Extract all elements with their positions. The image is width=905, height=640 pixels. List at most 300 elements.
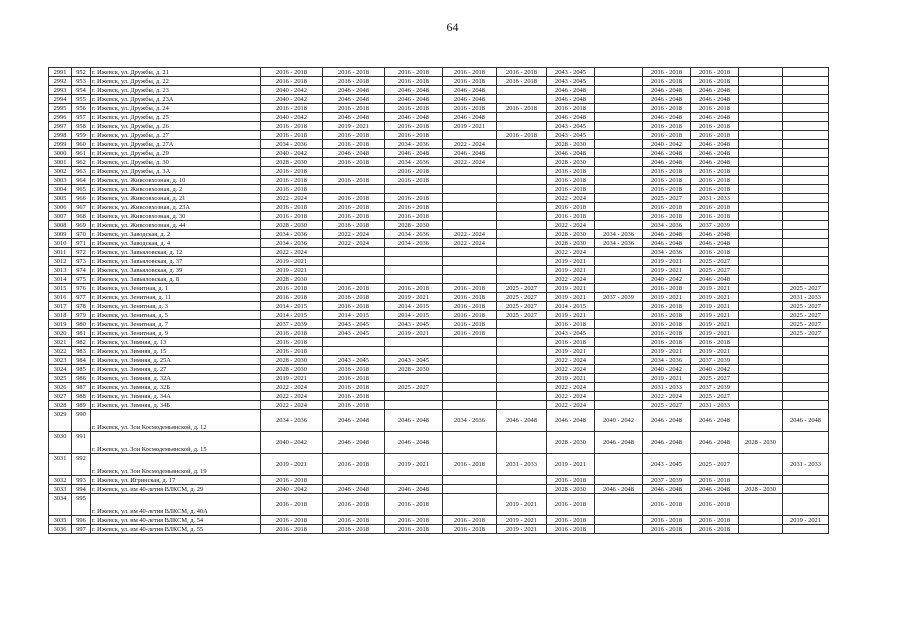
table-row bbox=[49, 320, 829, 329]
period-cell: 2046 - 2048 bbox=[547, 149, 595, 158]
address-cell: г. Ижевск, ул. Заводская, д. 4 bbox=[91, 239, 261, 248]
period-cell bbox=[739, 212, 783, 221]
period-cell: 2016 - 2018 bbox=[385, 212, 443, 221]
period-cell: 2016 - 2018 bbox=[643, 320, 691, 329]
period-cell bbox=[783, 221, 829, 230]
table-row bbox=[49, 257, 829, 266]
period-cell bbox=[497, 176, 547, 185]
period-cell: 2022 - 2024 bbox=[443, 158, 497, 167]
object-id-cell: 975 bbox=[72, 275, 91, 284]
period-cell: 2034 - 2036 bbox=[595, 239, 643, 248]
period-cell bbox=[443, 356, 497, 365]
period-cell: 2016 - 2018 bbox=[323, 104, 385, 113]
period-cell: 2016 - 2018 bbox=[547, 494, 595, 516]
period-cell bbox=[739, 374, 783, 383]
object-id-cell: 965 bbox=[72, 185, 91, 194]
table-row bbox=[49, 176, 829, 185]
period-cell: 2034 - 2036 bbox=[385, 140, 443, 149]
period-cell bbox=[595, 86, 643, 95]
period-cell: 2046 - 2048 bbox=[323, 149, 385, 158]
period-cell: 2016 - 2018 bbox=[497, 68, 547, 77]
period-cell: 2037 - 2039 bbox=[595, 293, 643, 302]
period-cell: 2046 - 2048 bbox=[691, 149, 739, 158]
period-cell: 2025 - 2027 bbox=[691, 266, 739, 275]
period-cell: 2016 - 2018 bbox=[323, 194, 385, 203]
period-cell bbox=[595, 248, 643, 257]
period-cell: 2046 - 2048 bbox=[443, 113, 497, 122]
row-number-cell: 3023 bbox=[49, 356, 72, 365]
period-cell: 2016 - 2018 bbox=[443, 284, 497, 293]
period-cell: 2025 - 2027 bbox=[643, 401, 691, 410]
period-cell: 2014 - 2015 bbox=[547, 302, 595, 311]
period-cell bbox=[783, 131, 829, 140]
period-cell: 2016 - 2018 bbox=[547, 104, 595, 113]
period-cell: 2016 - 2018 bbox=[643, 516, 691, 525]
period-cell bbox=[497, 432, 547, 454]
table-row bbox=[49, 293, 829, 302]
period-cell: 2034 - 2036 bbox=[443, 410, 497, 432]
table-row bbox=[49, 149, 829, 158]
period-cell bbox=[739, 131, 783, 140]
period-cell bbox=[739, 176, 783, 185]
row-number-cell: 3012 bbox=[49, 257, 72, 266]
period-cell bbox=[739, 77, 783, 86]
period-cell: 2016 - 2018 bbox=[385, 494, 443, 516]
object-id-cell: 995 bbox=[72, 494, 91, 516]
period-cell: 2034 - 2036 bbox=[261, 140, 323, 149]
period-cell bbox=[739, 86, 783, 95]
period-cell: 2019 - 2021 bbox=[385, 293, 443, 302]
object-id-cell: 994 bbox=[72, 485, 91, 494]
period-cell: 2016 - 2018 bbox=[385, 104, 443, 113]
period-cell bbox=[497, 158, 547, 167]
period-cell: 2016 - 2018 bbox=[323, 221, 385, 230]
period-cell: 2046 - 2048 bbox=[323, 410, 385, 432]
period-cell bbox=[443, 248, 497, 257]
object-id-cell: 962 bbox=[72, 158, 91, 167]
object-id-cell: 982 bbox=[72, 338, 91, 347]
period-cell: 2016 - 2018 bbox=[385, 176, 443, 185]
period-cell bbox=[739, 140, 783, 149]
address-cell: г. Ижевск, ул. им 40-летия ВЛКСМ, д. 40А bbox=[91, 494, 261, 516]
table-row bbox=[49, 338, 829, 347]
period-cell: 2014 - 2015 bbox=[385, 302, 443, 311]
period-cell: 2016 - 2018 bbox=[691, 77, 739, 86]
period-cell: 2034 - 2036 bbox=[385, 239, 443, 248]
period-cell: 2031 - 2033 bbox=[691, 401, 739, 410]
period-cell bbox=[595, 347, 643, 356]
period-cell: 2034 - 2036 bbox=[643, 221, 691, 230]
address-cell: г. Ижевск, ул. Дружбы, д. 27 bbox=[91, 131, 261, 140]
period-cell: 2028 - 2030 bbox=[547, 230, 595, 239]
period-cell bbox=[783, 86, 829, 95]
row-number-cell: 3007 bbox=[49, 212, 72, 221]
period-cell: 2031 - 2033 bbox=[691, 194, 739, 203]
address-cell: г. Ижевск, ул. Зенитная, д. 9 bbox=[91, 329, 261, 338]
period-cell bbox=[783, 356, 829, 365]
period-cell bbox=[739, 104, 783, 113]
table-row bbox=[49, 122, 829, 131]
period-cell: 2037 - 2039 bbox=[691, 221, 739, 230]
row-number-cell: 3024 bbox=[49, 365, 72, 374]
period-cell: 2040 - 2042 bbox=[643, 140, 691, 149]
object-id-cell: 953 bbox=[72, 77, 91, 86]
period-cell bbox=[595, 320, 643, 329]
period-cell: 2019 - 2021 bbox=[643, 266, 691, 275]
period-cell: 2040 - 2042 bbox=[261, 149, 323, 158]
period-cell: 2016 - 2018 bbox=[691, 338, 739, 347]
period-cell: 2016 - 2018 bbox=[385, 68, 443, 77]
period-cell: 2016 - 2018 bbox=[643, 185, 691, 194]
table-row bbox=[49, 77, 829, 86]
period-cell bbox=[323, 347, 385, 356]
period-cell bbox=[443, 275, 497, 284]
period-cell: 2025 - 2027 bbox=[783, 284, 829, 293]
period-cell bbox=[385, 392, 443, 401]
period-cell: 2046 - 2048 bbox=[691, 410, 739, 432]
period-cell: 2037 - 2039 bbox=[691, 356, 739, 365]
row-number-cell: 2999 bbox=[49, 140, 72, 149]
object-id-cell: 996 bbox=[72, 516, 91, 525]
object-id-cell: 977 bbox=[72, 293, 91, 302]
address-cell: г. Ижевск, ул. Дружбы, д. 24 bbox=[91, 104, 261, 113]
period-cell: 2016 - 2018 bbox=[261, 131, 323, 140]
period-cell bbox=[385, 257, 443, 266]
period-cell: 2043 - 2045 bbox=[547, 77, 595, 86]
period-cell: 2016 - 2018 bbox=[261, 122, 323, 131]
object-id-cell: 964 bbox=[72, 176, 91, 185]
period-cell: 2016 - 2018 bbox=[323, 68, 385, 77]
period-cell bbox=[739, 122, 783, 131]
address-cell: г. Ижевск, ул. Дружбы, д. 30 bbox=[91, 158, 261, 167]
period-cell bbox=[739, 454, 783, 476]
period-cell: 2031 - 2033 bbox=[497, 454, 547, 476]
period-cell: 2019 - 2021 bbox=[547, 454, 595, 476]
period-cell: 2025 - 2027 bbox=[497, 284, 547, 293]
period-cell: 2016 - 2018 bbox=[643, 212, 691, 221]
row-number-cell: 3008 bbox=[49, 221, 72, 230]
period-cell bbox=[595, 494, 643, 516]
period-cell bbox=[783, 494, 829, 516]
table-row bbox=[49, 158, 829, 167]
period-cell: 2019 - 2021 bbox=[643, 347, 691, 356]
row-number-cell: 3000 bbox=[49, 149, 72, 158]
period-cell bbox=[385, 374, 443, 383]
period-cell: 2022 - 2024 bbox=[261, 248, 323, 257]
address-cell: г. Ижевск, ул. Живсовхозная, д. 10 bbox=[91, 176, 261, 185]
address-cell: г. Ижевск, ул. Дружбы, д. 27А bbox=[91, 140, 261, 149]
period-cell: 2016 - 2018 bbox=[643, 203, 691, 212]
period-cell: 2046 - 2048 bbox=[595, 432, 643, 454]
period-cell bbox=[783, 176, 829, 185]
table-row bbox=[49, 494, 829, 516]
period-cell bbox=[783, 77, 829, 86]
period-cell: 2014 - 2015 bbox=[385, 311, 443, 320]
period-cell: 2028 - 2030 bbox=[547, 432, 595, 454]
period-cell: 2046 - 2048 bbox=[385, 485, 443, 494]
period-cell bbox=[739, 68, 783, 77]
period-cell: 2019 - 2021 bbox=[443, 122, 497, 131]
period-cell: 2016 - 2018 bbox=[691, 516, 739, 525]
period-cell bbox=[739, 525, 783, 534]
period-cell: 2028 - 2030 bbox=[385, 221, 443, 230]
period-cell: 2046 - 2048 bbox=[323, 86, 385, 95]
period-cell bbox=[497, 149, 547, 158]
period-cell: 2043 - 2045 bbox=[547, 68, 595, 77]
period-cell bbox=[497, 485, 547, 494]
period-cell bbox=[497, 140, 547, 149]
page-number: 64 bbox=[446, 20, 459, 34]
period-cell: 2016 - 2018 bbox=[643, 77, 691, 86]
address-cell: г. Ижевск, ул. Живсовхозная, д. 30 bbox=[91, 212, 261, 221]
address-cell: г. Ижевск, ул. Зимняя, д. 13 bbox=[91, 338, 261, 347]
period-cell: 2022 - 2024 bbox=[443, 239, 497, 248]
period-cell bbox=[739, 221, 783, 230]
object-id-cell: 990 bbox=[72, 410, 91, 432]
period-cell: 2022 - 2024 bbox=[547, 356, 595, 365]
period-cell: 2016 - 2018 bbox=[643, 131, 691, 140]
period-cell: 2046 - 2048 bbox=[323, 432, 385, 454]
period-cell: 2019 - 2021 bbox=[691, 320, 739, 329]
period-cell: 2016 - 2018 bbox=[385, 167, 443, 176]
period-cell: 2046 - 2048 bbox=[691, 86, 739, 95]
period-cell: 2016 - 2018 bbox=[691, 167, 739, 176]
period-cell bbox=[595, 113, 643, 122]
period-cell bbox=[783, 149, 829, 158]
period-cell: 2016 - 2018 bbox=[323, 203, 385, 212]
row-number-cell: 3019 bbox=[49, 320, 72, 329]
period-cell: 2028 - 2030 bbox=[261, 365, 323, 374]
row-number-cell: 3014 bbox=[49, 275, 72, 284]
period-cell bbox=[739, 158, 783, 167]
period-cell bbox=[497, 266, 547, 275]
period-cell bbox=[595, 149, 643, 158]
address-cell: г. Ижевск, ул. Завьяловская, д. 39 bbox=[91, 266, 261, 275]
period-cell bbox=[595, 140, 643, 149]
period-cell bbox=[385, 275, 443, 284]
period-cell bbox=[739, 230, 783, 239]
period-cell bbox=[497, 365, 547, 374]
object-id-cell: 976 bbox=[72, 284, 91, 293]
object-id-cell: 955 bbox=[72, 95, 91, 104]
address-cell: г. Ижевск, ул. Зимняя, д. 15 bbox=[91, 347, 261, 356]
period-cell: 2046 - 2048 bbox=[385, 432, 443, 454]
period-cell: 2022 - 2024 bbox=[261, 392, 323, 401]
period-cell bbox=[323, 476, 385, 485]
period-cell: 2016 - 2018 bbox=[385, 203, 443, 212]
period-cell bbox=[739, 392, 783, 401]
period-cell bbox=[497, 86, 547, 95]
period-cell bbox=[783, 194, 829, 203]
address-cell: г. Ижевск, ул. Зимняя, д. 32А bbox=[91, 374, 261, 383]
period-cell: 2034 - 2036 bbox=[385, 158, 443, 167]
table-row bbox=[49, 347, 829, 356]
period-cell bbox=[739, 356, 783, 365]
period-cell bbox=[497, 383, 547, 392]
period-cell: 2046 - 2048 bbox=[691, 113, 739, 122]
period-cell: 2046 - 2048 bbox=[691, 432, 739, 454]
table-row bbox=[49, 284, 829, 293]
period-cell bbox=[595, 176, 643, 185]
period-cell: 2016 - 2018 bbox=[643, 311, 691, 320]
period-cell: 2016 - 2018 bbox=[547, 176, 595, 185]
period-cell: 2016 - 2018 bbox=[547, 338, 595, 347]
period-cell: 2028 - 2030 bbox=[739, 432, 783, 454]
period-cell: 2016 - 2018 bbox=[261, 525, 323, 534]
period-cell: 2028 - 2030 bbox=[261, 356, 323, 365]
row-number-cell: 2995 bbox=[49, 104, 72, 113]
period-cell: 2040 - 2042 bbox=[261, 113, 323, 122]
period-cell: 2016 - 2018 bbox=[691, 131, 739, 140]
period-cell bbox=[595, 104, 643, 113]
period-cell bbox=[443, 485, 497, 494]
object-id-cell: 985 bbox=[72, 365, 91, 374]
period-cell bbox=[323, 266, 385, 275]
period-cell: 2016 - 2018 bbox=[643, 68, 691, 77]
row-number-cell: 3029 bbox=[49, 410, 72, 432]
address-cell: г. Ижевск, ул. Дружбы, д. 26 bbox=[91, 122, 261, 131]
period-cell bbox=[497, 167, 547, 176]
row-number-cell: 3017 bbox=[49, 302, 72, 311]
address-cell: г. Ижевск, ул. Живсовхозная, д. 23А bbox=[91, 203, 261, 212]
period-cell: 2016 - 2018 bbox=[497, 131, 547, 140]
period-cell bbox=[443, 176, 497, 185]
period-cell: 2019 - 2021 bbox=[385, 454, 443, 476]
period-cell: 2046 - 2048 bbox=[643, 230, 691, 239]
period-cell bbox=[783, 374, 829, 383]
period-cell: 2016 - 2018 bbox=[385, 284, 443, 293]
address-cell: г. Ижевск, ул. Дружбы, д. 23А bbox=[91, 95, 261, 104]
period-cell: 2016 - 2018 bbox=[643, 525, 691, 534]
period-cell: 2043 - 2045 bbox=[385, 356, 443, 365]
table-row bbox=[49, 401, 829, 410]
row-number-cell: 3001 bbox=[49, 158, 72, 167]
period-cell: 2046 - 2048 bbox=[691, 95, 739, 104]
period-cell: 2016 - 2018 bbox=[691, 203, 739, 212]
address-cell: г. Ижевск, ул. Живсовхозная, д. 44 bbox=[91, 221, 261, 230]
period-cell: 2016 - 2018 bbox=[643, 176, 691, 185]
row-number-cell: 3027 bbox=[49, 392, 72, 401]
period-cell bbox=[783, 432, 829, 454]
table-row bbox=[49, 212, 829, 221]
period-cell: 2028 - 2030 bbox=[261, 158, 323, 167]
row-number-cell: 3004 bbox=[49, 185, 72, 194]
period-cell: 2016 - 2018 bbox=[443, 329, 497, 338]
period-cell bbox=[497, 356, 547, 365]
period-cell bbox=[497, 401, 547, 410]
period-cell: 2046 - 2048 bbox=[323, 485, 385, 494]
row-number-cell: 3015 bbox=[49, 284, 72, 293]
period-cell: 2016 - 2018 bbox=[261, 293, 323, 302]
period-cell: 2016 - 2018 bbox=[691, 185, 739, 194]
period-cell bbox=[497, 239, 547, 248]
period-cell: 2016 - 2018 bbox=[497, 77, 547, 86]
period-cell: 2046 - 2048 bbox=[385, 410, 443, 432]
object-id-cell: 981 bbox=[72, 329, 91, 338]
period-cell bbox=[595, 221, 643, 230]
period-cell bbox=[595, 158, 643, 167]
table-row bbox=[49, 516, 829, 525]
period-cell bbox=[497, 347, 547, 356]
period-cell bbox=[443, 383, 497, 392]
table-row bbox=[49, 248, 829, 257]
period-cell: 2043 - 2045 bbox=[643, 454, 691, 476]
period-cell: 2016 - 2018 bbox=[385, 194, 443, 203]
period-cell: 2046 - 2048 bbox=[691, 140, 739, 149]
period-cell bbox=[595, 257, 643, 266]
period-cell bbox=[443, 185, 497, 194]
object-id-cell: 979 bbox=[72, 311, 91, 320]
period-cell: 2016 - 2018 bbox=[691, 476, 739, 485]
period-cell: 2016 - 2018 bbox=[643, 167, 691, 176]
period-cell: 2046 - 2048 bbox=[547, 410, 595, 432]
period-cell: 2022 - 2024 bbox=[443, 230, 497, 239]
period-cell bbox=[595, 338, 643, 347]
period-cell bbox=[323, 338, 385, 347]
period-cell bbox=[739, 149, 783, 158]
period-cell: 2046 - 2048 bbox=[595, 485, 643, 494]
period-cell: 2016 - 2018 bbox=[691, 176, 739, 185]
table-row bbox=[49, 140, 829, 149]
period-cell bbox=[595, 525, 643, 534]
period-cell bbox=[595, 311, 643, 320]
period-cell: 2028 - 2030 bbox=[547, 239, 595, 248]
period-cell: 2016 - 2018 bbox=[691, 68, 739, 77]
period-cell: 2046 - 2048 bbox=[443, 149, 497, 158]
row-number-cell: 3031 bbox=[49, 454, 72, 476]
period-cell bbox=[783, 485, 829, 494]
period-cell bbox=[739, 95, 783, 104]
period-cell bbox=[783, 525, 829, 534]
period-cell bbox=[595, 68, 643, 77]
object-id-cell: 980 bbox=[72, 320, 91, 329]
period-cell bbox=[497, 221, 547, 230]
period-cell: 2019 - 2021 bbox=[547, 374, 595, 383]
row-number-cell: 3026 bbox=[49, 383, 72, 392]
table-row bbox=[49, 95, 829, 104]
period-cell: 2040 - 2042 bbox=[691, 365, 739, 374]
period-cell: 2022 - 2024 bbox=[547, 248, 595, 257]
period-cell bbox=[783, 401, 829, 410]
period-cell bbox=[783, 383, 829, 392]
period-cell: 2046 - 2048 bbox=[497, 410, 547, 432]
period-cell: 2025 - 2027 bbox=[497, 302, 547, 311]
period-cell bbox=[739, 338, 783, 347]
period-cell: 2019 - 2021 bbox=[547, 293, 595, 302]
address-cell: г. Ижевск, ул. Зои Космодемьянской, д. 12 bbox=[91, 410, 261, 432]
table-row bbox=[49, 266, 829, 275]
period-cell: 2046 - 2048 bbox=[643, 86, 691, 95]
period-cell bbox=[739, 383, 783, 392]
period-cell bbox=[783, 212, 829, 221]
period-cell: 2040 - 2042 bbox=[261, 95, 323, 104]
period-cell: 2016 - 2018 bbox=[643, 104, 691, 113]
table-body bbox=[49, 68, 829, 534]
period-cell: 2016 - 2018 bbox=[547, 516, 595, 525]
period-cell bbox=[595, 284, 643, 293]
object-id-cell: 997 bbox=[72, 525, 91, 534]
object-id-cell: 971 bbox=[72, 239, 91, 248]
period-cell bbox=[595, 383, 643, 392]
period-cell bbox=[739, 257, 783, 266]
address-cell: г. Ижевск, ул. Зимняя, д. 27 bbox=[91, 365, 261, 374]
period-cell: 2016 - 2018 bbox=[323, 454, 385, 476]
period-cell: 2031 - 2033 bbox=[643, 383, 691, 392]
period-cell bbox=[443, 347, 497, 356]
period-cell: 2046 - 2048 bbox=[691, 158, 739, 167]
period-cell: 2034 - 2036 bbox=[595, 230, 643, 239]
period-cell bbox=[739, 476, 783, 485]
